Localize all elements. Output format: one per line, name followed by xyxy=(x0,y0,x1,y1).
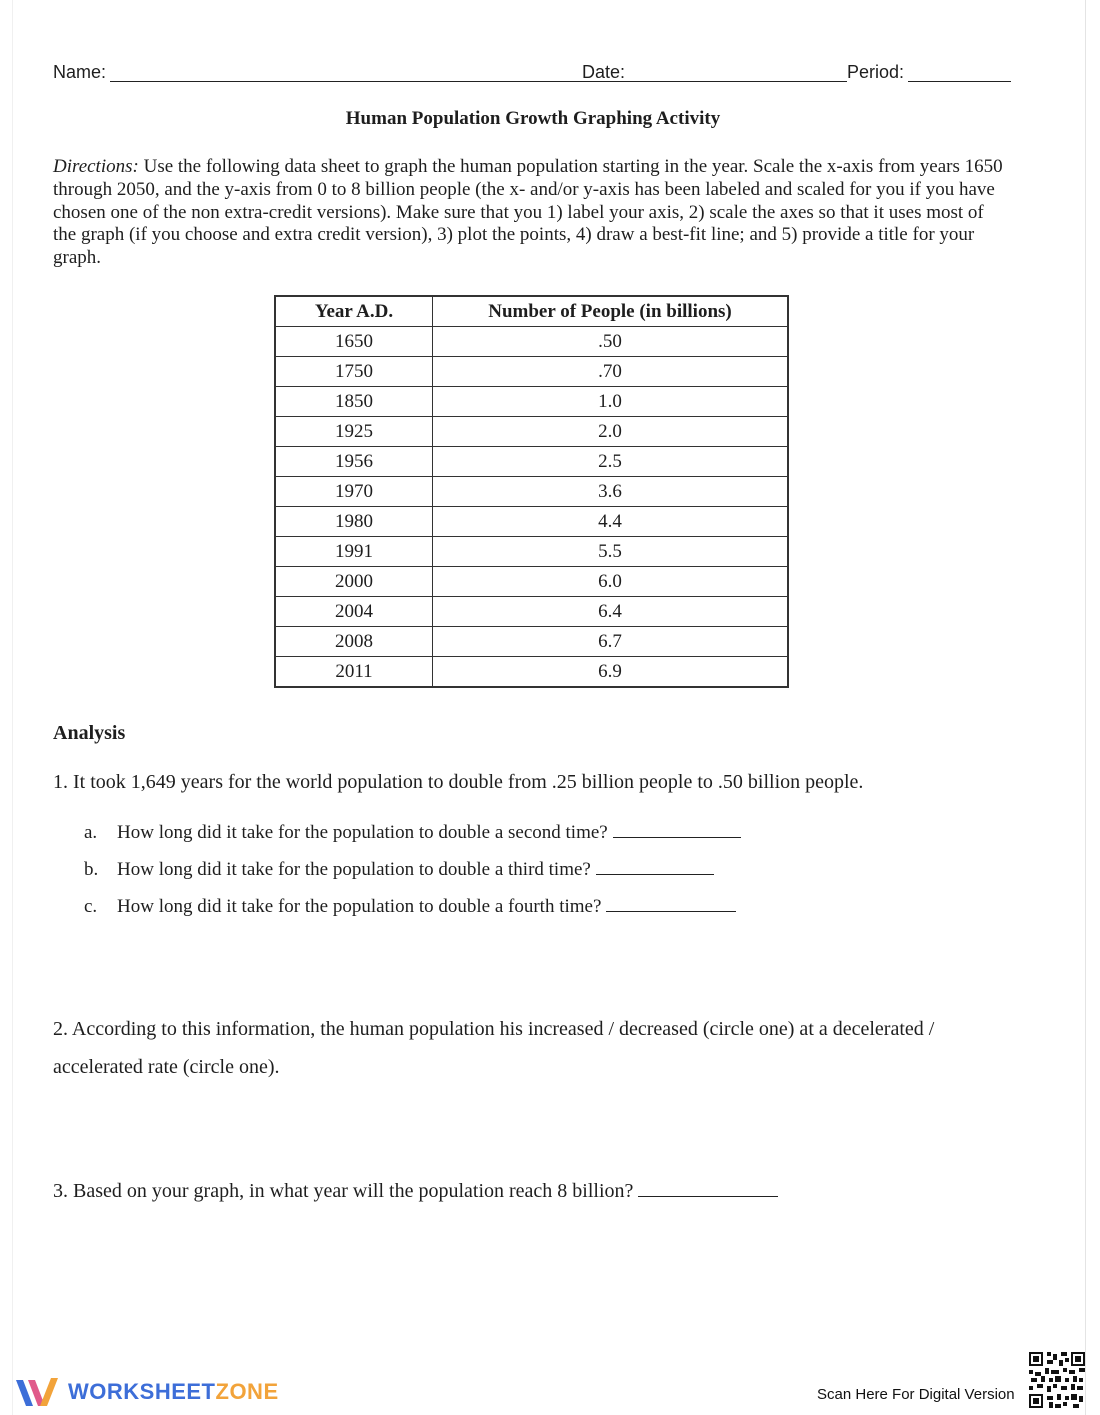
question-1b-letter: b. xyxy=(84,859,99,880)
table-row xyxy=(275,447,788,477)
year-cell: 1980 xyxy=(275,507,433,537)
year-cell: 1956 xyxy=(275,447,433,477)
question-1: 1. It took 1,649 years for the world population to double from .25 billion people to .50 billion people. xyxy=(53,771,864,793)
table-row xyxy=(275,627,788,657)
year-cell: 1925 xyxy=(275,417,433,447)
w-logo-icon xyxy=(14,1374,62,1410)
table-row xyxy=(275,657,788,688)
table-row xyxy=(275,537,788,567)
page-edge-left xyxy=(12,0,13,1415)
name-blank[interactable] xyxy=(110,81,633,82)
answer-1a-blank[interactable] xyxy=(613,821,741,838)
table-header-row xyxy=(275,296,788,327)
table-row xyxy=(275,477,788,507)
people-cell: 4.4 xyxy=(433,507,789,537)
analysis-heading: Analysis xyxy=(53,722,126,744)
people-cell: 2.0 xyxy=(433,417,789,447)
year-cell: 2008 xyxy=(275,627,433,657)
people-cell: 6.7 xyxy=(433,627,789,657)
col-header-year: Year A.D. xyxy=(275,296,433,327)
question-1a-letter: a. xyxy=(84,822,98,843)
question-1b-text: How long did it take for the population to double a third time? xyxy=(117,859,591,880)
table-row xyxy=(275,507,788,537)
name-label: Name: xyxy=(53,62,107,82)
people-cell: 3.6 xyxy=(433,477,789,507)
col-header-people: Number of People (in billions) xyxy=(433,296,789,327)
people-cell: .50 xyxy=(433,327,789,357)
answer-1c-blank[interactable] xyxy=(606,895,736,912)
header-fields xyxy=(53,60,1013,90)
people-cell: 1.0 xyxy=(433,387,789,417)
question-1c-letter: c. xyxy=(84,896,98,917)
table-row xyxy=(275,327,788,357)
question-3-text: 3. Based on your graph, in what year will the population reach 8 billion? xyxy=(53,1180,634,1202)
answer-3-blank[interactable] xyxy=(638,1180,778,1197)
year-cell: 1750 xyxy=(275,357,433,387)
population-table xyxy=(274,295,789,688)
question-1a xyxy=(84,821,741,844)
question-1c xyxy=(84,895,736,918)
people-cell: 6.0 xyxy=(433,567,789,597)
brand-part-1: WORKSHEET xyxy=(68,1379,216,1404)
year-cell: 2000 xyxy=(275,567,433,597)
question-2-line-1: 2. According to this information, the human population his increased / decreased (circle one) at a decelerated / xyxy=(53,1018,935,1040)
directions xyxy=(53,156,1008,270)
table-row xyxy=(275,417,788,447)
period-blank[interactable] xyxy=(908,81,1011,82)
year-cell: 1991 xyxy=(275,537,433,567)
year-cell: 1970 xyxy=(275,477,433,507)
table-row xyxy=(275,567,788,597)
table-row xyxy=(275,387,788,417)
table-row xyxy=(275,357,788,387)
worksheet-title: Human Population Growth Graphing Activity xyxy=(345,108,721,129)
question-1b xyxy=(84,858,714,881)
brand-name xyxy=(68,1379,279,1405)
question-1c-text: How long did it take for the population to double a fourth time? xyxy=(117,896,602,917)
table-row xyxy=(275,597,788,627)
year-cell: 1850 xyxy=(275,387,433,417)
brand-part-2: ZONE xyxy=(215,1379,279,1404)
directions-text: Use the following data sheet to graph the human population starting in the year. Scale the x-axis from years 1650 through 2050, and the y-axis from 0 to 8 billion people (the x- and/or y-axis has been labeled and scaled for you if you have chosen one of the non extra-credit versions). Make sure that you 1) label your axis, 2) scale the axes so that it uses most of the graph (if you choose and extra credit version), 3) plot the points, 4) draw a best-fit line; and 5) provide a title for your graph. xyxy=(53,156,1003,269)
question-1a-text: How long did it take for the population to double a second time? xyxy=(117,822,608,843)
qr-code-icon[interactable] xyxy=(1029,1352,1085,1408)
period-label: Period: xyxy=(847,62,905,82)
question-3 xyxy=(53,1180,778,1203)
people-cell: .70 xyxy=(433,357,789,387)
scan-here-text: Scan Here For Digital Version xyxy=(817,1386,1015,1403)
date-label: Date: xyxy=(582,62,626,82)
people-cell: 6.9 xyxy=(433,657,789,688)
year-cell: 1650 xyxy=(275,327,433,357)
directions-label: Directions: xyxy=(53,156,139,177)
year-cell: 2011 xyxy=(275,657,433,688)
question-2-line-2: accelerated rate (circle one). xyxy=(53,1056,280,1078)
date-blank[interactable] xyxy=(629,81,847,82)
people-cell: 6.4 xyxy=(433,597,789,627)
page-edge-right xyxy=(1085,0,1086,1415)
people-cell: 5.5 xyxy=(433,537,789,567)
year-cell: 2004 xyxy=(275,597,433,627)
answer-1b-blank[interactable] xyxy=(596,858,714,875)
people-cell: 2.5 xyxy=(433,447,789,477)
worksheetzone-logo xyxy=(14,1374,279,1410)
